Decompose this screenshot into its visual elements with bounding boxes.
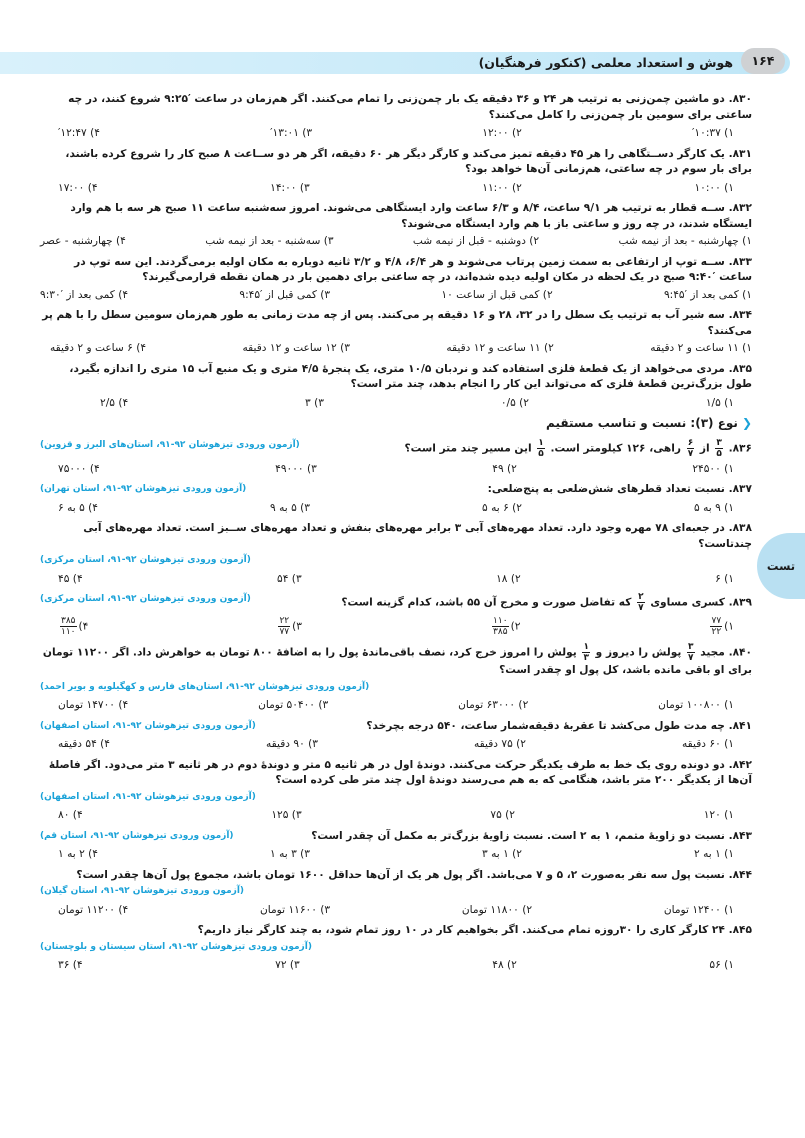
option-2[interactable]: ۲) دوشنبه - قبل از نیمه شب [412, 235, 540, 247]
option-2[interactable]: ۲) ۱۱۸۰۰ تومان [461, 903, 533, 916]
question-837: ۸۳۷. نسبت تعداد قطرهای شش‌ضلعی به پنج‌ضلعی: (آزمون ورودی تیزهوشان ۹۲-۹۱، استان تهران) ۱) ۹ به ۵ ۲) ۶ به ۵ ۳) ۵ به ۹ ۴) ۵ به ۶ [40, 482, 752, 516]
option-3[interactable]: ۳) ۵ به ۹ [270, 501, 310, 514]
option-1[interactable]: ۱) ۱/۵ [705, 396, 734, 409]
question-text: چه مدت طول می‌کشد تا عقربهٔ دقیقه‌شمار ساعت، ۵۴۰ درجه بچرخد؟ [366, 719, 725, 732]
option-4[interactable]: ۴) کمی بعد از ′۹:۳۰ [40, 288, 129, 301]
option-2[interactable]: ۲) ۴۸ [492, 959, 517, 971]
option-4[interactable]: ۴) ۵ به ۶ [58, 501, 98, 514]
option-1[interactable]: ۱) ۱۰۰۸۰۰ تومان [658, 699, 734, 711]
option-2[interactable]: ۲) ۱۱ ساعت و ۱۲ دقیقه [446, 342, 554, 354]
option-3[interactable]: ۳) ۵۴ [277, 572, 302, 585]
source-label: (آزمون ورودی تیزهوشان ۹۲-۹۱، استان اصفهان) [40, 791, 256, 802]
fraction: $\frac{۲}{۷}$ [638, 592, 644, 613]
question-text: نسبت پول سه نفر به‌صورت ۲، ۵ و ۷ می‌باشد. اگر پول هر یک از آن‌ها حداقل ۱۶۰۰ تومان باشد، مجموع پول آن‌ها چقدر است؟ [76, 868, 725, 881]
page-number: ۱۶۴ [741, 48, 785, 74]
option-1[interactable]: ۱) ۹ به ۵ [694, 501, 734, 514]
options [40, 955, 752, 974]
option-1[interactable]: ۱) ۵۶ [709, 959, 734, 971]
option-1[interactable]: ۱) ۲۴۵۰۰ [692, 462, 734, 475]
question-839: ۸۳۹. کسری مساوی $\frac{۲}{۷}$ که تفاضل صورت و مخرج آن ۵۵ باشد، کدام گزینه است؟ (آزمون ورودی تیزهوشان ۹۲-۹۱، استان مرکزی) ۱) $\frac{۷۷}{۲۲}$ ۲) $\frac{۱۱۰}{۳۸۵}$ ۳) $\frac{۲۲}{۷۷}$ ۴) $\frac{۳۸۵}{۱۱۰}$ [40, 592, 752, 637]
option-2[interactable]: ۲) ۴۹ [492, 462, 517, 475]
option-4[interactable]: ۴) ۴۵ [58, 572, 83, 585]
side-tab-test[interactable]: تست [757, 533, 805, 599]
option-2[interactable]: ۲) ۷۵ [490, 809, 515, 821]
source-label: (آزمون ورودی تیزهوشان ۹۲-۹۱، استان مرکزی) [40, 594, 251, 604]
option-1[interactable]: ۱) کمی بعد از ′۹:۴۵ [663, 288, 752, 301]
options [40, 286, 752, 304]
options [40, 232, 752, 250]
question-835: ۸۳۵. مردی می‌خواهد از یک قطعهٔ فلزی استفاده کند و نردبان ۱۰/۵ متری، یک پنجرهٔ ۴/۵ متری و یک منبع آب ۱۵ متری را اندازه بگیرد، طول بزرگ‌ترین قطعهٔ فلزی که می‌تواند این کار را انجام بدهد، چند متر است؟ ۱) ۱/۵ ۲) ۰/۵ ۳) ۳ ۴) ۲/۵ [40, 362, 752, 412]
option-1[interactable]: ۱) ۱۰:۰۰ [694, 181, 734, 194]
options [40, 695, 752, 714]
option-3[interactable]: ۳) ۱۲ ساعت و ۱۲ دقیقه [242, 342, 350, 354]
option-2[interactable]: ۲) ۱۱:۰۰ [482, 181, 522, 194]
option-3[interactable]: ۳) $\frac{۲۲}{۷۷}$ [279, 616, 302, 637]
option-4[interactable]: ۴) ′۱۲:۴۷ [58, 127, 100, 139]
option-4[interactable]: ۴) ۱۴۷۰۰ تومان [58, 699, 129, 711]
option-4[interactable]: ۴) ۲ به ۱ [58, 848, 98, 860]
option-4[interactable]: ۴) ۱۷:۰۰ [58, 181, 98, 194]
question-844: ۸۴۴. نسبت پول سه نفر به‌صورت ۲، ۵ و ۷ می‌باشد. اگر پول هر یک از آن‌ها حداقل ۱۶۰۰ تومان باشد، مجموع پول آن‌ها چقدر است؟ (آزمون ورودی تیزهوشان ۹۲-۹۱، استان گیلان) ۱) ۱۲۴۰۰ تومان ۲) ۱۱۸۰۰ تومان ۳) ۱۱۶۰۰ تومان ۴) ۱۱۲۰۰ تومان [40, 868, 752, 919]
options [40, 459, 752, 478]
source-label: (آزمون ورودی تیزهوشان ۹۲-۹۱، استان اصفهان) [40, 720, 256, 731]
question-841: ۸۴۱. چه مدت طول می‌کشد تا عقربهٔ دقیقه‌شمار ساعت، ۵۴۰ درجه بچرخد؟ (آزمون ورودی تیزهوشان ۹۲-۹۱، استان اصفهان) ۱) ۶۰ دقیقه ۲) ۷۵ دقیقه ۳) ۹۰ دقیقه ۴) ۵۴ دقیقه [40, 719, 752, 753]
option-1[interactable]: ۱) ۶۰ دقیقه [682, 738, 734, 750]
option-2[interactable]: ۲) ۱۲:۰۰ [482, 127, 522, 139]
option-1[interactable]: ۱) ′۱۰:۳۷ [692, 127, 734, 139]
fraction: $\frac{۳}{۷}$ [688, 642, 694, 663]
source-label: (آزمون ورودی تیزهوشان ۹۲-۹۱، استان گیلان) [40, 886, 245, 896]
options [40, 123, 752, 142]
question-843: ۸۴۳. نسبت دو زاویهٔ متمم، ۱ به ۲ است. نسبت زاویهٔ بزرگ‌تر به مکمل آن چقدر است؟ (آزمون ورودی تیزهوشان ۹۲-۹۱، استان قم) ۱) ۱ به ۲ ۲) ۱ به ۳ ۳) ۳ به ۱ ۴) ۲ به ۱ [40, 829, 752, 863]
option-3[interactable]: ۳) ۳ [305, 396, 324, 409]
option-1[interactable]: ۱) چهارشنبه - بعد از نیمه شب [618, 235, 752, 247]
question-831: ۸۳۱. یک کارگر دســتگاهی را هر ۴۵ دقیقه تمیز می‌کند و کارگر دیگر هر ۶۰ دقیقه، اگر هر دو ســاعت ۸ صبح کار را شروع کرده باشند، برای بار سوم در چه ساعتی، هم‌زمانی آن‌ها خواهد بود؟ ۱) ۱۰:۰۰ ۲) ۱۱:۰۰ ۳) ۱۴:۰۰ ۴) ۱۷:۰۰ [40, 147, 752, 197]
option-1[interactable]: ۱) $\frac{۷۷}{۲۲}$ [711, 616, 734, 637]
question-list [40, 92, 752, 979]
source-label: (آزمون ورودی تیزهوشان ۹۲-۹۱، استان قم) [40, 830, 234, 841]
source-label: (آزمون ورودی تیزهوشان ۹۲-۹۱، استان سیستان و بلوچستان) [40, 941, 312, 952]
source-label: (آزمون ورودی تیزهوشان ۹۲-۹۱، استان‌های البرز و قزوین) [40, 439, 300, 450]
option-4[interactable]: ۴) ۶ ساعت و ۲ دقیقه [50, 342, 147, 354]
section-heading: ❮نوع (۳): نسبت و تناسب مستقیم [546, 416, 752, 430]
source-label: (آزمون ورودی تیزهوشان ۹۲-۹۱، استان مرکزی) [40, 555, 251, 565]
question-text: نسبت تعداد قطرهای شش‌ضلعی به پنج‌ضلعی: [487, 483, 725, 495]
option-3[interactable]: ۳) ۹۰ دقیقه [266, 738, 318, 750]
question-text: مردی می‌خواهد از یک قطعهٔ فلزی استفاده کند و نردبان ۱۰/۵ متری، یک پنجرهٔ ۴/۵ متری و یک منبع آب ۱۵ متری را اندازه بگیرد، طول بزرگ‌ترین قطعهٔ فلزی که می‌تواند این کار را انجام بدهد، چند متر است؟ [69, 362, 752, 390]
option-4[interactable]: ۴) چهارشنبه - عصر [40, 235, 126, 247]
options [40, 805, 752, 824]
option-3[interactable]: ۳) ۱۲۵ [271, 809, 302, 821]
option-3[interactable]: ۳) ۵۰۴۰۰ تومان [258, 699, 329, 711]
options [40, 900, 752, 919]
question-text: ســه قطار به ترتیب هر ۹/۱ ساعت، ۸/۴ و ۶/۳ ساعت وارد ایستگاهی می‌شوند. امروز سه‌شنبه ساعت ۱۱ صبح هر سه با هم وارد ایستگاه شدند، در چه روز و ساعتی باز با هم وارد ایستگاه می‌شوند؟ [70, 202, 752, 230]
option-3[interactable]: ۳) ۳ به ۱ [270, 848, 310, 860]
fraction: $\frac{۳}{۵}$ [716, 437, 722, 459]
chevron-left-icon: ❮ [741, 416, 752, 430]
options [40, 498, 752, 517]
question-text: نسبت دو زاویهٔ متمم، ۱ به ۲ است. نسبت زاویهٔ بزرگ‌تر به مکمل آن چقدر است؟ [311, 829, 725, 842]
fraction: $\frac{۶}{۷}$ [687, 437, 694, 459]
option-4[interactable]: ۴) ۱۱۲۰۰ تومان [58, 903, 129, 916]
option-3[interactable]: ۳) ۱۴:۰۰ [270, 181, 310, 194]
option-2[interactable]: ۲) $\frac{۱۱۰}{۳۸۵}$ [493, 616, 521, 637]
option-4[interactable]: ۴) ۷۵۰۰۰ [58, 462, 100, 475]
question-text: دو دونده روی یک خط به طرف یکدیگر حرکت می‌کنند. دوندهٔ اول در هر ثانیه ۵ متر و دوندهٔ دوم در هر ثانیه ۳ متر می‌دود. اگر فاصلهٔ آن‌ها از یکدیگر ۲۰۰ متر باشد، هنگامی که به هم می‌رسند دوندهٔ اول چند متر طی کرده است؟ [48, 758, 752, 786]
question-842: ۸۴۲. دو دونده روی یک خط به طرف یکدیگر حرکت می‌کنند. دوندهٔ اول در هر ثانیه ۵ متر و دوندهٔ دوم در هر ثانیه ۳ متر می‌دود. اگر فاصلهٔ آن‌ها از یکدیگر ۲۰۰ متر باشد، هنگامی که به هم می‌رسند دوندهٔ اول چند متر طی کرده است؟ (آزمون ورودی تیزهوشان ۹۲-۹۱، استان اصفهان) ۱) ۱۲۰ ۲) ۷۵ ۳) ۱۲۵ ۴) ۸۰ [40, 758, 752, 824]
option-3[interactable]: ۳) سه‌شنبه - بعد از نیمه شب [205, 235, 334, 247]
options [40, 844, 752, 863]
option-4[interactable]: ۴) ۸۰ [58, 809, 83, 821]
question-text: یک کارگر دســتگاهی را هر ۴۵ دقیقه تمیز می‌کند و کارگر دیگر هر ۶۰ دقیقه، اگر هر دو ســاعت ۸ صبح کار را شروع کرده باشند، برای بار سوم در چه ساعتی، هم‌زمانی آن‌ها خواهد بود؟ [65, 147, 752, 175]
option-4[interactable]: ۴) $\frac{۳۸۵}{۱۱۰}$ [61, 616, 89, 637]
question-text: سه شیر آب به ترتیب یک سطل را در ۳۲، ۲۸ و ۱۶ دقیقه پر می‌کنند. پس از چه مدت زمانی به طور هم‌زمان سومین سطل را با هم پر می‌کنند؟ [42, 309, 752, 337]
options [40, 178, 752, 197]
option-1[interactable]: ۱) ۶ [715, 572, 734, 585]
option-1[interactable]: ۱) ۱۲۴۰۰ تومان [663, 903, 734, 916]
option-2[interactable]: ۲) ۱۸ [496, 572, 521, 585]
question-text: دو ماشین چمن‌زنی به ترتیب هر ۲۴ و ۳۶ دقیقه یک بار چمن‌زنی را تمام می‌کنند. اگر هم‌زمان در ساعت ′۹:۲۵ شروع کنند، در چه ساعتی برای سومین بار چمن‌زنی را کامل می‌کنند؟ [68, 93, 752, 121]
option-2[interactable]: ۲) ۷۵ دقیقه [474, 738, 526, 750]
options [40, 613, 752, 637]
option-1[interactable]: ۱) ۱۱ ساعت و ۲ دقیقه [650, 342, 752, 354]
page-title: هوش و استعداد معلمی (کنکور فرهنگیان) [478, 55, 733, 70]
option-3[interactable]: ۳) کمی قبل از ′۹:۴۵ [239, 288, 331, 301]
question-830: ۸۳۰. دو ماشین چمن‌زنی به ترتیب هر ۲۴ و ۳۶ دقیقه یک بار چمن‌زنی را تمام می‌کنند. اگر هم‌زمان در ساعت ′۹:۲۵ شروع کنند، در چه ساعتی برای سومین بار چمن‌زنی را کامل می‌کنند؟ ۱) ′۱۰:۳۷ ۲) ۱۲:۰۰ ۳) ′۱۳:۰۱ ۴) ′۱۲:۴۷ [40, 92, 752, 142]
question-838: ۸۳۸. در جعبه‌ای ۷۸ مهره وجود دارد. تعداد مهره‌های آبی ۳ برابر مهره‌های بنفش و تعداد مهره‌های ســبز است. تعداد مهره‌های آبی چندتاست؟ (آزمون ورودی تیزهوشان ۹۲-۹۱، استان مرکزی) ۱) ۶ ۲) ۱۸ ۳) ۵۴ ۴) ۴۵ [40, 521, 752, 587]
options [40, 339, 752, 357]
question-845: ۸۴۵. ۲۴ کارگر کاری را ۳۰روزه تمام می‌کنند. اگر بخواهیم کار در ۱۰ روز تمام شود، به چند کارگر نیاز داریم؟ (آزمون ورودی تیزهوشان ۹۲-۹۱، استان سیستان و بلوچستان) ۱) ۵۶ ۲) ۴۸ ۳) ۷۲ ۴) ۳۶ [40, 923, 752, 974]
question-text: ســه توپ از ارتفاعی به سمت زمین پرتاب می‌شوند و هر ۶/۴، ۴/۸ و ۳/۲ ثانیه دوباره به مکان اولیه برمی‌گردند. این سه توپ در ساعت ′۹:۴۰ صبح در یک لحظه در مکان اولیه دیده شده‌اند، در چه ساعتی برای دهمین بار در همان نقطه قرارمی‌گیرند؟ [74, 255, 752, 283]
option-2[interactable]: ۲) ۶ به ۵ [482, 501, 522, 514]
options [40, 393, 752, 412]
option-1[interactable]: ۱) ۱ به ۲ [694, 848, 734, 860]
options [40, 569, 752, 588]
question-834: ۸۳۴. سه شیر آب به ترتیب یک سطل را در ۳۲، ۲۸ و ۱۶ دقیقه پر می‌کنند. پس از چه مدت زمانی به طور هم‌زمان سومین سطل را با هم پر می‌کنند؟ ۱) ۱۱ ساعت و ۲ دقیقه ۲) ۱۱ ساعت و ۱۲ دقیقه ۳) ۱۲ ساعت و ۱۲ دقیقه ۴) ۶ ساعت و ۲ دقیقه [40, 308, 752, 357]
option-2[interactable]: ۲) کمی قبل از ساعت ۱۰ [441, 288, 553, 301]
option-2[interactable]: ۲) ۶۳۰۰۰ تومان [458, 699, 529, 711]
option-3[interactable]: ۳) ۱۱۶۰۰ تومان [259, 903, 331, 916]
option-4[interactable]: ۴) ۳۶ [58, 959, 83, 971]
fraction: $\frac{۱}{۳}$ [583, 642, 589, 663]
question-832: ۸۳۲. ســه قطار به ترتیب هر ۹/۱ ساعت، ۸/۴ و ۶/۳ ساعت وارد ایستگاهی می‌شوند. امروز سه‌شنبه ساعت ۱۱ صبح هر سه با هم وارد ایستگاه شدند، در چه روز و ساعتی باز با هم وارد ایستگاه می‌شوند؟ ۱) چهارشنبه - بعد از نیمه شب ۲) دوشنبه - قبل از نیمه شب ۳) سه‌شنبه - بعد از نیمه شب ۴) چهارشنبه - عصر [40, 201, 752, 250]
question-833: ۸۳۳. ســه توپ از ارتفاعی به سمت زمین پرتاب می‌شوند و هر ۶/۴، ۴/۸ و ۳/۲ ثانیه دوباره به مکان اولیه برمی‌گردند. این سه توپ در ساعت ′۹:۴۰ صبح در یک لحظه در مکان اولیه دیده شده‌اند، در چه ساعتی برای دهمین بار در همان نقطه قرارمی‌گیرند؟ ۱) کمی بعد از ′۹:۴۵ ۲) کمی قبل از ساعت ۱۰ ۳) کمی قبل از ′۹:۴۵ ۴) کمی بعد از ′۹:۳۰ [40, 255, 752, 304]
option-2[interactable]: ۲) ۰/۵ [500, 396, 529, 409]
source-label: (آزمون ورودی تیزهوشان ۹۲-۹۱، استان‌های فارس و کهگیلویه و بویر احمد) [40, 681, 370, 692]
option-3[interactable]: ۳) ′۱۳:۰۱ [270, 127, 313, 139]
question-836: ۸۳۶. $\frac{۳}{۵}$ از $\frac{۶}{۷}$ راهی، ۱۲۶ کیلومتر است. $\frac{۱}{۵}$ این مسیر چند متر است؟ (آزمون ورودی تیزهوشان ۹۲-۹۱، استان‌های البرز و قزوین) ۱) ۲۴۵۰۰ ۲) ۴۹ ۳) ۴۹۰۰۰ ۴) ۷۵۰۰۰ [40, 438, 752, 478]
question-840: ۸۴۰. مجید $\frac{۳}{۷}$ پولش را دیروز و $\frac{۱}{۳}$ پولش را امروز خرج کرد، نصف باقی‌ماندهٔ پول را به اضافهٔ ۸۰۰ تومان به خواهرش داد. اگر ۱۱۲۰۰ تومان برای او باقی مانده باشد، کل پول او چقدر است؟ (آزمون ورودی تیزهوشان ۹۲-۹۱، استان‌های فارس و کهگیلویه و بویر احمد) ۱) ۱۰۰۸۰۰ تومان ۲) ۶۳۰۰۰ تومان ۳) ۵۰۴۰۰ تومان ۴) ۱۴۷۰۰ تومان [40, 642, 752, 714]
option-3[interactable]: ۳) ۴۹۰۰۰ [275, 462, 317, 475]
option-2[interactable]: ۲) ۱ به ۳ [482, 848, 522, 860]
fraction: $\frac{۱}{۵}$ [538, 437, 544, 459]
option-3[interactable]: ۳) ۷۲ [275, 959, 300, 971]
options [40, 734, 752, 753]
option-1[interactable]: ۱) ۱۲۰ [703, 809, 734, 821]
option-4[interactable]: ۴) ۲/۵ [100, 396, 129, 409]
question-text: ۲۴ کارگر کاری را ۳۰روزه تمام می‌کنند. اگر بخواهیم کار در ۱۰ روز تمام شود، به چند کارگر نیاز داریم؟ [197, 924, 725, 936]
source-label: (آزمون ورودی تیزهوشان ۹۲-۹۱، استان تهران) [40, 484, 247, 494]
option-4[interactable]: ۴) ۵۴ دقیقه [58, 738, 110, 750]
question-text: در جعبه‌ای ۷۸ مهره وجود دارد. تعداد مهره‌های آبی ۳ برابر مهره‌های بنفش و تعداد مهره‌های ســبز است. تعداد مهره‌های آبی چندتاست؟ [83, 522, 752, 550]
